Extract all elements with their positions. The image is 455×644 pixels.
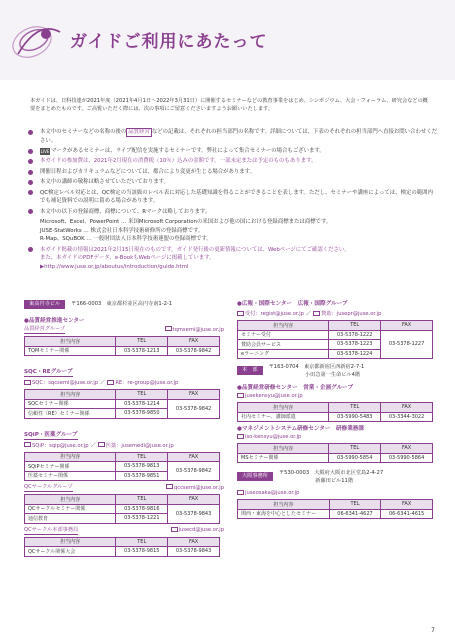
mail-icon (237, 490, 244, 495)
group-title: ●広報・国際センター 広報・国際グループ (237, 301, 348, 307)
table-row: 関西・東海を中心としたセミナー 06-6341-4627 06-6341-4615 (238, 509, 433, 519)
office-address: 本 部 〒163-0704 東京都新宿区西新宿2-7-1 小田急第一生命ビル4階 (237, 363, 437, 381)
group-subtitle: 品質経営グループ (24, 326, 66, 332)
mail-icon (107, 380, 114, 385)
mail-icon (165, 326, 172, 331)
contact-table: 担当内容 TEL FAX QCサークルセミナー関係 03-5378-9816 03-5378-9843 通信教育 03-5378-1221 (24, 494, 220, 524)
intro-text: 本ガイドは、日科技連が2021年度（2021年4月1日〜2022年3月31日）に開催するセミナーなどの教育事業をはじめ、シンポジウム、大会・フォーラム、研究会などの概要をまとめたものです。ご高覧いただく際には、次の事項にご留意くださいますようお願いいたします。 (30, 98, 428, 113)
page-header (0, 0, 455, 80)
table-row: 信頼性（RE）セミナー関係 03-5378-9850 (25, 409, 220, 419)
mail-icon (171, 527, 178, 532)
group-title: QCサークル本部事務局 (24, 526, 79, 533)
email-link[interactable]: jusecd@juse.or.jp (171, 526, 224, 534)
table-row: 賛助会員サービス 03-5378-1223 (238, 340, 433, 350)
email-link[interactable]: SQC：sqcsemi@juse.or.jp (24, 380, 98, 386)
right-contact-column: ●広報・国際センター 広報・国際グループ 受付：regist@juse.or.jp ／ 賛助：jusepr@juse.or.jp 担当内容 TEL FAX セミナー受付 03-5378-1222 03-5378-1227 賛助会員サービス 03-5378-1223 eラーニング 03-5378-1224 本 部 〒163-0704 東京都新宿区西新宿2-7-1 小田急第一生命ビル4階 ●品質経営研修センター 営業・企画グループ jusekensyu@juse.or.jp 担当内容 TEL FAX 社内セミナー、講師派遣 03-5990-5483 03-3344-3022 ●マネジメントシステム研修センター 研修業務課 iso-kensyu@juse.or.jp 担当内容 TEL FAX MSセミナー関係 03-5990-5854 03-5990-5864 大阪事務所 〒530-0003 大阪府大阪市北区堂島2-4-27 新藤田ビル11階 juseosaka@juse.or.jp 担当内容 TEL FAX 関西・東海を中心としたセミナー 06-6341-4627 06-6341-4615 (237, 300, 437, 521)
list-item: 本ガイドの参加費は、2021年2月現在の消費税（10％）込みの金額です。一部未定または予定のものもあります。 (28, 157, 438, 166)
contact-table: 担当内容 TEL FAX TQMセミナー関係 03-5378-1213 03-5378-9842 (24, 336, 220, 356)
email-link[interactable]: jusekensyu@juse.or.jp (237, 393, 303, 399)
email-link[interactable]: qccsemi@juse.or.jp (166, 484, 224, 492)
email-link[interactable]: juseosaka@juse.or.jp (237, 490, 299, 496)
guide-url-link[interactable]: ▶http://www.juse.or.jp/aboutus/introduction/guide.html (40, 263, 189, 270)
mail-icon (313, 311, 320, 316)
mail-icon (166, 484, 173, 489)
list-item: QC検定レベル対応とは、QC検定の当該級のレベル表に対応した基礎知識を得ることができることを表します。ただし、セミナーや講座によっては、検定の範囲内でも補足資料での説明に留める場合があります。 (28, 189, 438, 206)
email-link[interactable]: 賛助：jusepr@juse.or.jp (313, 311, 381, 317)
department-badge: 品質経営 (128, 129, 150, 135)
table-row: SQCセミナー関係 03-5378-1214 03-5378-9842 (25, 399, 220, 409)
table-row: MSセミナー関係 03-5990-5854 03-5990-5864 (238, 453, 433, 463)
table-row: SQiPセミナー関係 03-5378-9813 03-5378-9842 (25, 462, 220, 472)
table-row: eラーニング 03-5378-1224 (238, 349, 433, 359)
group-title: ●品質経営推進センター (24, 318, 85, 324)
contact-table: 担当内容 TEL FAX SQCセミナー関係 03-5378-1214 03-5378-9842 信頼性（RE）セミナー関係 03-5378-9850 (24, 389, 220, 419)
email-link[interactable]: RE：re-group@juse.or.jp (107, 380, 178, 386)
table-row: セミナー受付 03-5378-1222 03-5378-1227 (238, 330, 433, 340)
left-contact-column: 東高円寺ビル 〒166-0003 東京都杉並区高円寺南1-2-1 ●品質経営推進センター 品質経営グループ tqmsemi@juse.or.jp 担当内容 TEL FAX TQMセミナー関係 03-5378-1213 03-5378-9842 SQC・REグループ SQC：sqcsemi@juse.or.jp ／ RE：re-group@juse.or.jp 担当内容 TEL FAX SQCセミナー関係 03-5378-1214 03-5378-9842 信頼性（RE）セミナー関係 03-5378-9850 SQiP・医薬グループ SQiP：sqip@juse.or.jp ／ 医薬：jusemedi@juse.or.jp 担当内容 TEL FAX SQiPセミナー関係 03-5378-9813 03-5378-9842 医薬セミナー関係 03-5378-9851 QCサークルグループ qccsemi@juse.or.jp 担当内容 TEL FAX QCサークルセミナー関係 03-5378-9816 03-5378-9843 通信教育 03-5378-1221 QCサークル本部事務局 jusecd@juse.or.jp 担当内容 TEL FAX QCサークル関係大会 03-5378-9815 03-5378-9843 (24, 301, 224, 555)
group-title: ●マネジメントシステム研修センター 研修業務課 (237, 426, 364, 432)
page-title: ガイドご利用にあたって (70, 32, 268, 52)
email-link[interactable]: 医薬：jusemedi@juse.or.jp (98, 443, 174, 449)
live-icon: LIVE (40, 148, 50, 154)
group-title: ●品質経営研修センター 営業・企画グループ (237, 385, 354, 391)
list-item: 本ガイド掲載の情報は2021年2月15日現在のものです。ガイド発行後の更新情報については、Webページにてご確認ください。 また、本ガイドのPDFデータ、e-BookもWebページに掲載しています。 ▶http://www.juse.or.jp/aboutus/introduction/guide.html (28, 246, 438, 272)
list-item: 本文中の講師の敬称は略させていただいております。 (28, 178, 438, 187)
contact-table: 担当内容 TEL FAX 社内セミナー、講師派遣 03-5990-5483 03-3344-3022 (237, 402, 433, 422)
trademark-list: Microsoft、Excel、PowerPoint … 米国Microsoft Corporationの米国および他の国における登録商標または商標です。 JUSE-StatWorks … 株式会社日本科学技術研修所の登録商標です。 R-Map、SQuBOK … 一般財団法人日本科学技術連盟の登録商標です。 (40, 218, 332, 243)
list-item: 開催日程およびカリキュラムなどについては、都合により変更が生じる場合があります。 (28, 168, 438, 177)
group-title: SQiP・医薬グループ (24, 431, 78, 438)
mail-icon (98, 442, 105, 447)
email-link[interactable]: iso-kensyu@juse.or.jp (237, 434, 301, 440)
table-row: 社内セミナー、講師派遣 03-5990-5483 03-3344-3022 (238, 412, 433, 422)
table-row: QCサークル関係大会 03-5378-9815 03-5378-9843 (25, 547, 220, 557)
email-link[interactable]: 受付：regist@juse.or.jp (237, 311, 304, 317)
contact-table: 担当内容 TEL FAX MSセミナー関係 03-5990-5854 03-5990-5864 (237, 443, 433, 463)
office-address: 大阪事務所 〒530-0003 大阪府大阪市北区堂島2-4-27 新藤田ビル11階 (237, 469, 437, 487)
list-item: 本文中のセミナーなどの名称の後の 品質経営 などの記載は、それぞれの担当部門の名称です。詳細については、下表のそれぞれの担当部門へ直接お問い合わせください。 (28, 128, 438, 145)
list-item: 本文中の以下の登録商標、商標について、Rマークは略しております。 (28, 208, 438, 217)
contact-table: 担当内容 TEL FAX QCサークル関係大会 03-5378-9815 03-5378-9843 (24, 537, 220, 557)
email-link[interactable]: SQiP：sqip@juse.or.jp (24, 443, 89, 449)
table-row: TQMセミナー関係 03-5378-1213 03-5378-9842 (25, 346, 220, 356)
table-row: 通信教育 03-5378-1221 (25, 514, 220, 524)
contact-table: 担当内容 TEL FAX セミナー受付 03-5378-1222 03-5378-1227 賛助会員サービス 03-5378-1223 eラーニング 03-5378-1224 (237, 320, 433, 359)
mail-icon (237, 311, 244, 316)
mail-icon (24, 380, 31, 385)
office-tag: 大阪事務所 (237, 472, 273, 481)
mail-icon (24, 442, 31, 447)
mail-icon (237, 434, 244, 439)
group-title: QCサークルグループ (24, 484, 73, 490)
office-address: 東高円寺ビル 〒166-0003 東京都杉並区高円寺南1-2-1 (24, 300, 224, 314)
table-row: 医薬セミナー関係 03-5378-9851 (25, 471, 220, 481)
table-row: QCサークルセミナー関係 03-5378-9816 03-5378-9843 (25, 504, 220, 514)
office-tag: 東高円寺ビル (24, 300, 65, 309)
list-item: LIVE マークがあるセミナーは、ライブ配信を実施するセミナーです。弊社によって集合セミナーの場合もございます。 (28, 147, 438, 156)
notice-list (28, 128, 438, 273)
swirl-logo-icon (10, 10, 65, 70)
page-number: 7 (431, 627, 435, 634)
email-link[interactable]: tqmsemi@juse.or.jp (165, 326, 224, 334)
group-title: SQC・REグループ (24, 369, 73, 375)
mail-icon (237, 393, 244, 398)
office-tag: 本 部 (237, 366, 263, 375)
contact-table: 担当内容 TEL FAX 関西・東海を中心としたセミナー 06-6341-4627 06-6341-4615 (237, 499, 433, 519)
contact-table: 担当内容 TEL FAX SQiPセミナー関係 03-5378-9813 03-5378-9842 医薬セミナー関係 03-5378-9851 (24, 452, 220, 482)
